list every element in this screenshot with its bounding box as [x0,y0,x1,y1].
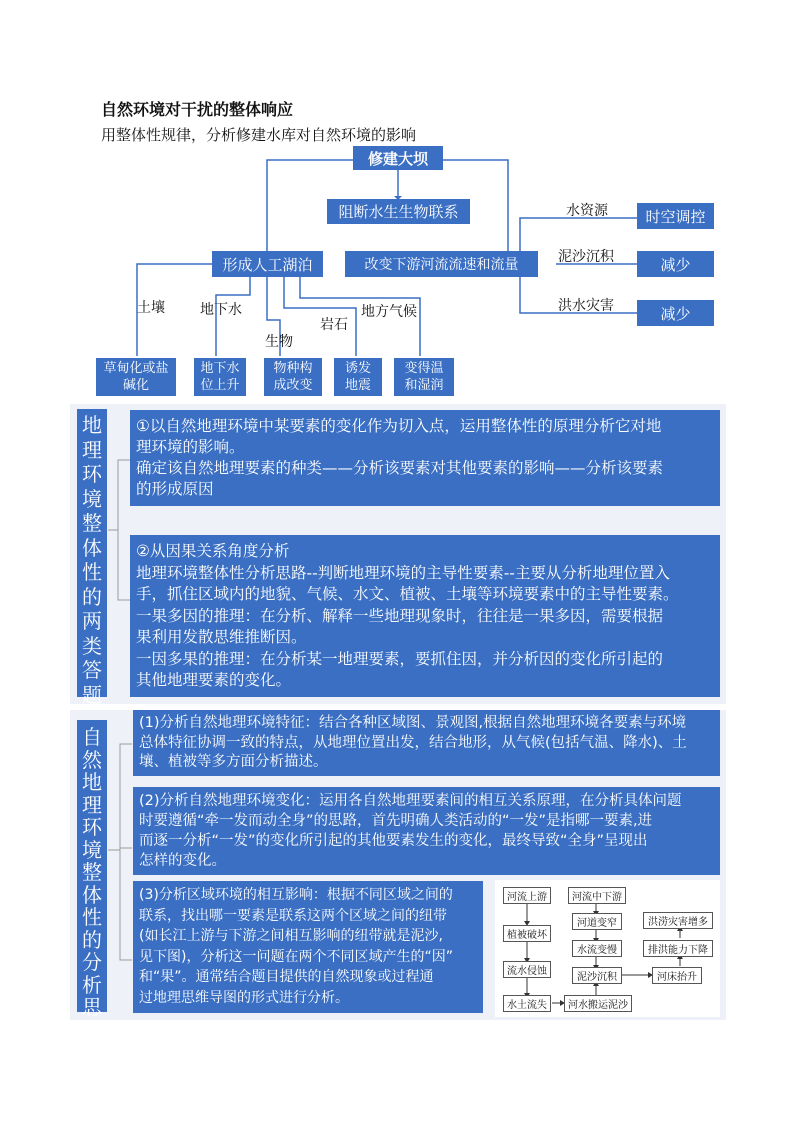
label-flood: 洪水灾害 [558,298,614,314]
downstream-flow-box: 改变下游河流流速和流量 [345,251,538,277]
s1-box2-line: 地理环境整体性分析思路--判断地理环境的主导性要素--主要从分析地理位置入 [136,563,670,582]
fc-flood: 洪涝灾害增多 [643,912,713,929]
fc-silt: 泥沙沉积 [572,967,622,984]
bottom-box-soil-line1: 草甸化或盐 [103,361,169,376]
s1-box1-line: 确定该自然地理要素的种类——分析该要素对其他要素的影响——分析该要素 [136,459,664,477]
bottom-box-climate-line1: 变得温 [404,361,444,376]
branch-label-soil: 土壤 [137,300,165,316]
page-subtitle: 用整体性规律，分析修建水库对自然环境的影响 [101,126,417,144]
block-aquatic-box: 阻断水生生物联系 [327,199,470,224]
s2-box2-line: (2)分析自然地理环境变化：运用各自然地理要素间的相互关系原理，在分析具体问题 [139,793,682,809]
s2-char: 理 [82,792,102,817]
bottom-box-soil-line2: 碱化 [122,378,149,393]
s1-char: 地 [82,413,102,437]
fc-bed: 河床抬升 [652,967,702,984]
fc-slow: 水流变慢 [572,940,622,957]
s2-box3-line: 过地理思维导图的形式进行分析。 [139,989,349,1006]
s2-char: 思 [82,995,102,1019]
fc-erosion: 流水侵蚀 [503,961,551,978]
s1-char: 答 [82,658,102,682]
result-reduce-1: 减少 [637,251,714,277]
s2-box3-line: 联系，找出哪一要素是联系这两个区域之间的纽带 [139,907,447,924]
s2-box1-line: 壤、植被等多方面分析描述。 [139,754,328,770]
bottom-box-climate-line2: 和湿润 [404,378,444,393]
s2-box1-line: 总体特征协调一致的特点，从地理位置出发，结合地形，从气候(包括气温、降水)、土 [139,734,687,751]
fc-soil-loss: 水土流失 [503,995,551,1012]
page-title: 自然环境对干扰的整体响应 [101,100,294,119]
s1-char: 理 [82,437,102,462]
fc-midlower: 河流中下游 [568,887,626,904]
s2-box3-line: (3)分析区域环境的相互影响：根据不同区域之间的 [139,887,453,903]
s2-box2-line: 时要遵循“牵一发而动全身”的思路，首先明确人类活动的“一发”是指哪一要素,进 [139,813,653,829]
branch-label-biology: 生物 [265,334,293,350]
s2-char: 整 [82,860,102,884]
bottom-box-earthquake-line1: 诱发 [344,361,371,376]
s2-char: 的 [82,927,102,952]
result-spatiotemporal: 时空调控 [637,203,714,229]
branch-label-rock: 岩石 [320,317,348,333]
s2-char: 地 [82,770,102,794]
label-water-resource: 水资源 [566,203,608,219]
bottom-box-species-line1: 物种构 [273,361,313,376]
branch-label-climate: 地方气候 [361,304,417,320]
s1-char: 两 [82,609,102,633]
fc-narrow: 河道变窄 [572,913,622,930]
s2-box2-line: 而逐一分析“一发”的变化所引起的其他要素发生的变化，最终导致“全身”呈现出 [139,833,648,849]
fc-upstream: 河流上游 [503,887,551,904]
s1-char: 体 [82,535,102,560]
s1-char: 的 [82,584,102,609]
bottom-box-species-line2: 成改变 [273,378,313,393]
s1-box2-line: 果利用发散思维推断因。 [136,628,307,646]
s1-box2-line: 一果多因的推理：在分析、解释一些地理现象时，往往是一果多因，需要根据 [136,606,664,625]
s1-box2-line: 其他地理要素的变化。 [136,671,292,689]
s1-box2-line: 手，抓住区域内的地貌、气候、水文、植被、土壤等环境要素中的主导性要素。 [136,585,679,603]
s2-char: 然 [82,747,102,772]
s2-box3-line: (如长江上游与下游之间相互影响的纽带就是泥沙, [139,928,443,944]
result-reduce-2: 减少 [637,300,714,326]
s2-char: 自 [82,725,102,749]
s2-char: 环 [82,815,102,839]
root-dam-box: 修建大坝 [353,146,443,170]
s1-box1-line: ①以自然地理环境中某要素的变化作为切入点，运用整体性的原理分析它对地 [136,417,662,435]
s1-box2-line: ②从因果关系角度分析 [136,542,290,560]
s1-char: 境 [82,486,102,511]
fc-drain: 排洪能力下降 [643,940,713,957]
fc-vegetation: 植被破坏 [503,925,551,942]
bottom-box-groundwater-line1: 地下水 [200,361,240,376]
s2-char: 性 [82,905,102,929]
s2-char: 分 [82,950,102,974]
s2-box2-line: 怎样的变化。 [139,853,226,869]
fc-carry: 河水搬运泥沙 [564,995,632,1012]
s2-box1-line: (1)分析自然地理环境特征：结合各种区域图、景观图,根据自然地理环境各要素与环境 [139,715,687,731]
s1-box1-line: 的形成原因 [136,480,214,498]
s2-char: 境 [82,837,102,862]
s1-char: 题 [82,682,102,707]
s2-char: 体 [82,882,102,907]
s1-char: 类 [82,633,102,658]
s2-box3-line: 和“果”。通常结合题目提供的自然现象或过程通 [139,969,434,985]
s2-box3-line: 见下图)，分析这一问题在两个不同区域产生的“因” [139,948,453,965]
bottom-box-groundwater-line2: 位上升 [200,378,240,393]
s1-box2-line: 一因多果的推理：在分析某一地理要素，要抓住因，并分析因的变化所引起的 [136,649,664,668]
branch-label-groundwater: 地下水 [200,302,242,318]
artificial-lake-box: 形成人工湖泊 [212,251,323,277]
s2-char: 析 [82,972,102,997]
label-sediment: 泥沙沉积 [558,249,614,265]
s1-char: 整 [82,511,102,535]
s1-char: 性 [82,560,102,584]
s1-box1-line: 理环境的影响。 [136,438,245,456]
bottom-box-earthquake-line2: 地震 [344,378,371,393]
s1-char: 环 [82,462,102,486]
